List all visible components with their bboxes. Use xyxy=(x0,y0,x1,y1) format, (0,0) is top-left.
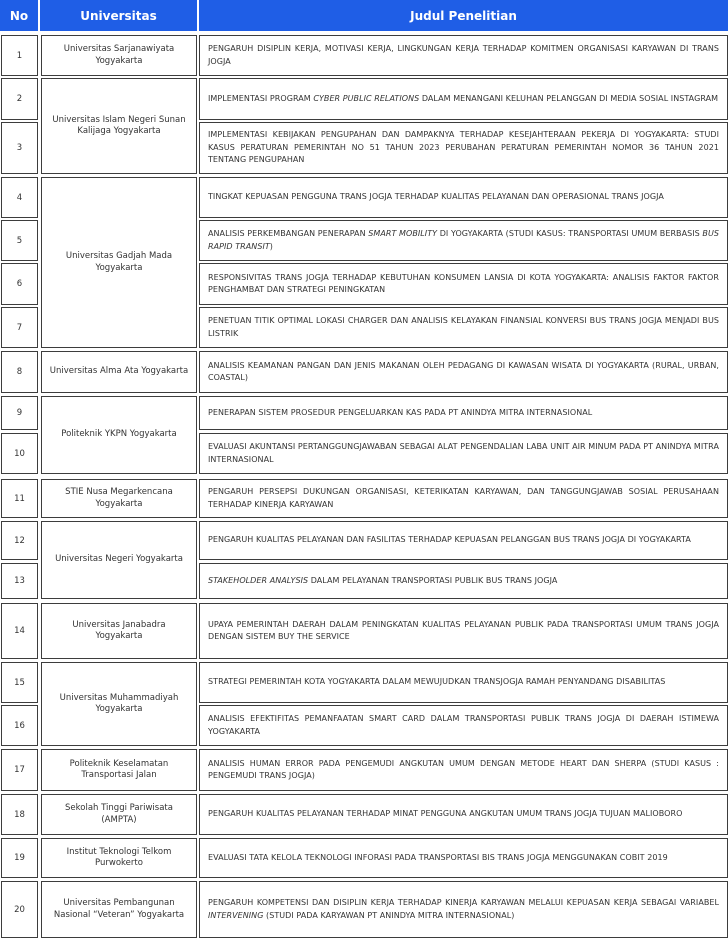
research-title xyxy=(199,35,728,76)
research-title-text: PENGARUH KUALITAS PELAYANAN TERHADAP MINAT PENGGUNA ANGKUTAN UMUM TRANS JOGJA TUJUAN MALIOBORO xyxy=(208,809,683,819)
research-title xyxy=(199,78,728,120)
row-number: 10 xyxy=(1,433,38,474)
university-name: Universitas Janabadra Yogyakarta xyxy=(41,603,197,659)
research-title-text: PENGARUH PERSEPSI DUKUNGAN ORGANISASI, KETERIKATAN KARYAWAN, DAN TANGGUNGJAWAB SOSIAL PERUSAHAAN TERHADAP KINERJA KARYAWAN xyxy=(208,487,719,509)
research-title xyxy=(199,220,728,261)
research-title xyxy=(199,563,728,599)
research-title-text: IMPLEMENTASI PROGRAM CYBER PUBLIC RELATIONS DALAM MENANGANI KELUHAN PELANGGAN DI MEDIA SOSIAL INSTAGRAM xyxy=(208,93,719,103)
research-title xyxy=(199,705,728,746)
row-number: 14 xyxy=(1,603,38,659)
research-title-text: UPAYA PEMERINTAH DAERAH DALAM PENINGKATAN KUALITAS PELAYANAN PUBLIK PADA TRANSPORTASI UMUM TRANS JOGJA DENGAN SISTEM BUY THE SERVICE xyxy=(208,619,719,641)
row-number: 20 xyxy=(1,881,38,938)
row-number: 15 xyxy=(1,662,38,703)
research-title xyxy=(199,396,728,430)
research-title-text: EVALUASI AKUNTANSI PERTANGGUNGJAWABAN SEBAGAI ALAT PENGENDALIAN LABA UNIT AIR MINUM PADA PT ANINDYA MITRA INTERNASIONAL xyxy=(208,442,719,464)
research-title xyxy=(199,177,728,218)
header-no: No xyxy=(0,0,38,31)
header-judul: Judul Penelitian xyxy=(199,0,728,31)
row-number: 2 xyxy=(1,78,38,120)
university-name: Universitas Sarjanawiyata Yogyakarta xyxy=(41,35,197,76)
research-title xyxy=(199,479,728,518)
header-universitas: Universitas xyxy=(40,0,197,31)
research-title-text: PENERAPAN SISTEM PROSEDUR PENGELUARKAN KAS PADA PT ANINDYA MITRA INTERNASIONAL xyxy=(208,407,593,417)
research-title-text: STRATEGI PEMERINTAH KOTA YOGYAKARTA DALAM MEWUJUDKAN TRANSJOGJA RAMAH PENYANDANG DISABILITAS xyxy=(208,677,666,687)
research-title-text: PENGARUH KUALITAS PELAYANAN DAN FASILITAS TERHADAP KEPUASAN PELANGGAN BUS TRANS JOGJA DI YOGYAKARTA xyxy=(208,535,691,545)
university-name: Universitas Alma Ata Yogyakarta xyxy=(41,351,197,393)
row-number: 4 xyxy=(1,177,38,218)
row-number: 5 xyxy=(1,220,38,261)
research-title xyxy=(199,794,728,835)
row-number: 17 xyxy=(1,749,38,791)
university-name: Universitas Muhammadiyah Yogyakarta xyxy=(41,662,197,746)
row-number: 9 xyxy=(1,396,38,430)
research-title-text: EVALUASI TATA KELOLA TEKNOLOGI INFORASI PADA TRANSPORTASI BIS TRANS JOGJA MENGGUNAKAN COBIT 2019 xyxy=(208,852,668,862)
research-title xyxy=(199,881,728,938)
row-number: 3 xyxy=(1,122,38,174)
row-number: 1 xyxy=(1,35,38,76)
research-title-text: PENGARUH DISIPLIN KERJA, MOTIVASI KERJA, LINGKUNGAN KERJA TERHADAP KOMITMEN ORGANISASI KARYAWAN DI TRANS JOGJA xyxy=(208,44,719,66)
row-number: 18 xyxy=(1,794,38,835)
university-name: Politeknik YKPN Yogyakarta xyxy=(41,396,197,474)
research-title xyxy=(199,122,728,174)
research-title xyxy=(199,521,728,560)
research-title xyxy=(199,662,728,703)
research-title xyxy=(199,351,728,393)
row-number: 7 xyxy=(1,307,38,348)
research-title xyxy=(199,603,728,659)
research-title-text: ANALISIS PERKEMBANGAN PENERAPAN SMART MOBILITY DI YOGYAKARTA (STUDI KASUS: TRANSPORTASI UMUM BERBASIS BUS RAPID TRANSIT) xyxy=(208,229,719,251)
research-title xyxy=(199,433,728,474)
university-name: Universitas Pembangunan Nasional “Veteran” Yogyakarta xyxy=(41,881,197,938)
research-title-text: ANALISIS HUMAN ERROR PADA PENGEMUDI ANGKUTAN UMUM DENGAN METODE HEART DAN SHERPA (STUDI KASUS : PENGEMUDI TRANS JOGJA) xyxy=(208,758,719,780)
university-name: Universitas Gadjah Mada Yogyakarta xyxy=(41,177,197,348)
row-number: 19 xyxy=(1,838,38,878)
row-number: 6 xyxy=(1,263,38,305)
university-name: Universitas Islam Negeri Sunan Kalijaga Yogyakarta xyxy=(41,78,197,174)
research-title xyxy=(199,838,728,878)
university-name: Universitas Negeri Yogyakarta xyxy=(41,521,197,599)
row-number: 13 xyxy=(1,563,38,599)
research-title-text: IMPLEMENTASI KEBIJAKAN PENGUPAHAN DAN DAMPAKNYA TERHADAP KESEJAHTERAAN PEKERJA DI YOGYAKARTA: STUDI KASUS PERATURAN PEMERINTAH NO 51 TAHUN 2023 PERUBAHAN PERATURAN PEMERINTAH NOMOR 36 TAHUN 2021 TENTANG PENGUPAHAN xyxy=(208,130,719,165)
university-name: STIE Nusa Megarkencana Yogyakarta xyxy=(41,479,197,518)
research-title xyxy=(199,263,728,305)
research-title-text: ANALISIS EFEKTIFITAS PEMANFAATAN SMART CARD DALAM TRANSPORTASI PUBLIK TRANS JOGJA DI DAERAH ISTIMEWA YOGYAKARTA xyxy=(208,714,719,736)
research-title xyxy=(199,749,728,791)
research-title-text: RESPONSIVITAS TRANS JOGJA TERHADAP KEBUTUHAN KONSUMEN LANSIA DI KOTA YOGYAKARTA: ANALISIS FAKTOR FAKTOR PENGHAMBAT DAN STRATEGI PENINGKATAN xyxy=(208,272,719,294)
row-number: 12 xyxy=(1,521,38,560)
university-name: Sekolah Tinggi Pariwisata (AMPTA) xyxy=(41,794,197,835)
research-title-text: ANALISIS KEAMANAN PANGAN DAN JENIS MAKANAN OLEH PEDAGANG DI KAWASAN WISATA DI YOGYAKARTA (RURAL, URBAN, COASTAL) xyxy=(208,360,719,382)
research-title-text: STAKEHOLDER ANALYSIS DALAM PELAYANAN TRANSPORTASI PUBLIK BUS TRANS JOGJA xyxy=(208,575,558,585)
research-title-text: PENGARUH KOMPETENSI DAN DISIPLIN KERJA TERHADAP KINERJA KARYAWAN MELALUI KEPUASAN KERJA SEBAGAI VARIABEL INTERVENING (STUDI PADA KARYAWAN PT ANINDYA MITRA INTERNASIONAL) xyxy=(208,898,719,920)
research-title-text: TINGKAT KEPUASAN PENGGUNA TRANS JOGJA TERHADAP KUALITAS PELAYANAN DAN OPERASIONAL TRANS JOGJA xyxy=(208,192,664,202)
research-title xyxy=(199,307,728,348)
university-name: Institut Teknologi Telkom Purwokerto xyxy=(41,838,197,878)
university-name: Politeknik Keselamatan Transportasi Jalan xyxy=(41,749,197,791)
row-number: 16 xyxy=(1,705,38,746)
research-title-text: PENETUAN TITIK OPTIMAL LOKASI CHARGER DAN ANALISIS KELAYAKAN FINANSIAL KONVERSI BUS TRANS JOGJA MENJADI BUS LISTRIK xyxy=(208,316,719,338)
row-number: 11 xyxy=(1,479,38,518)
row-number: 8 xyxy=(1,351,38,393)
